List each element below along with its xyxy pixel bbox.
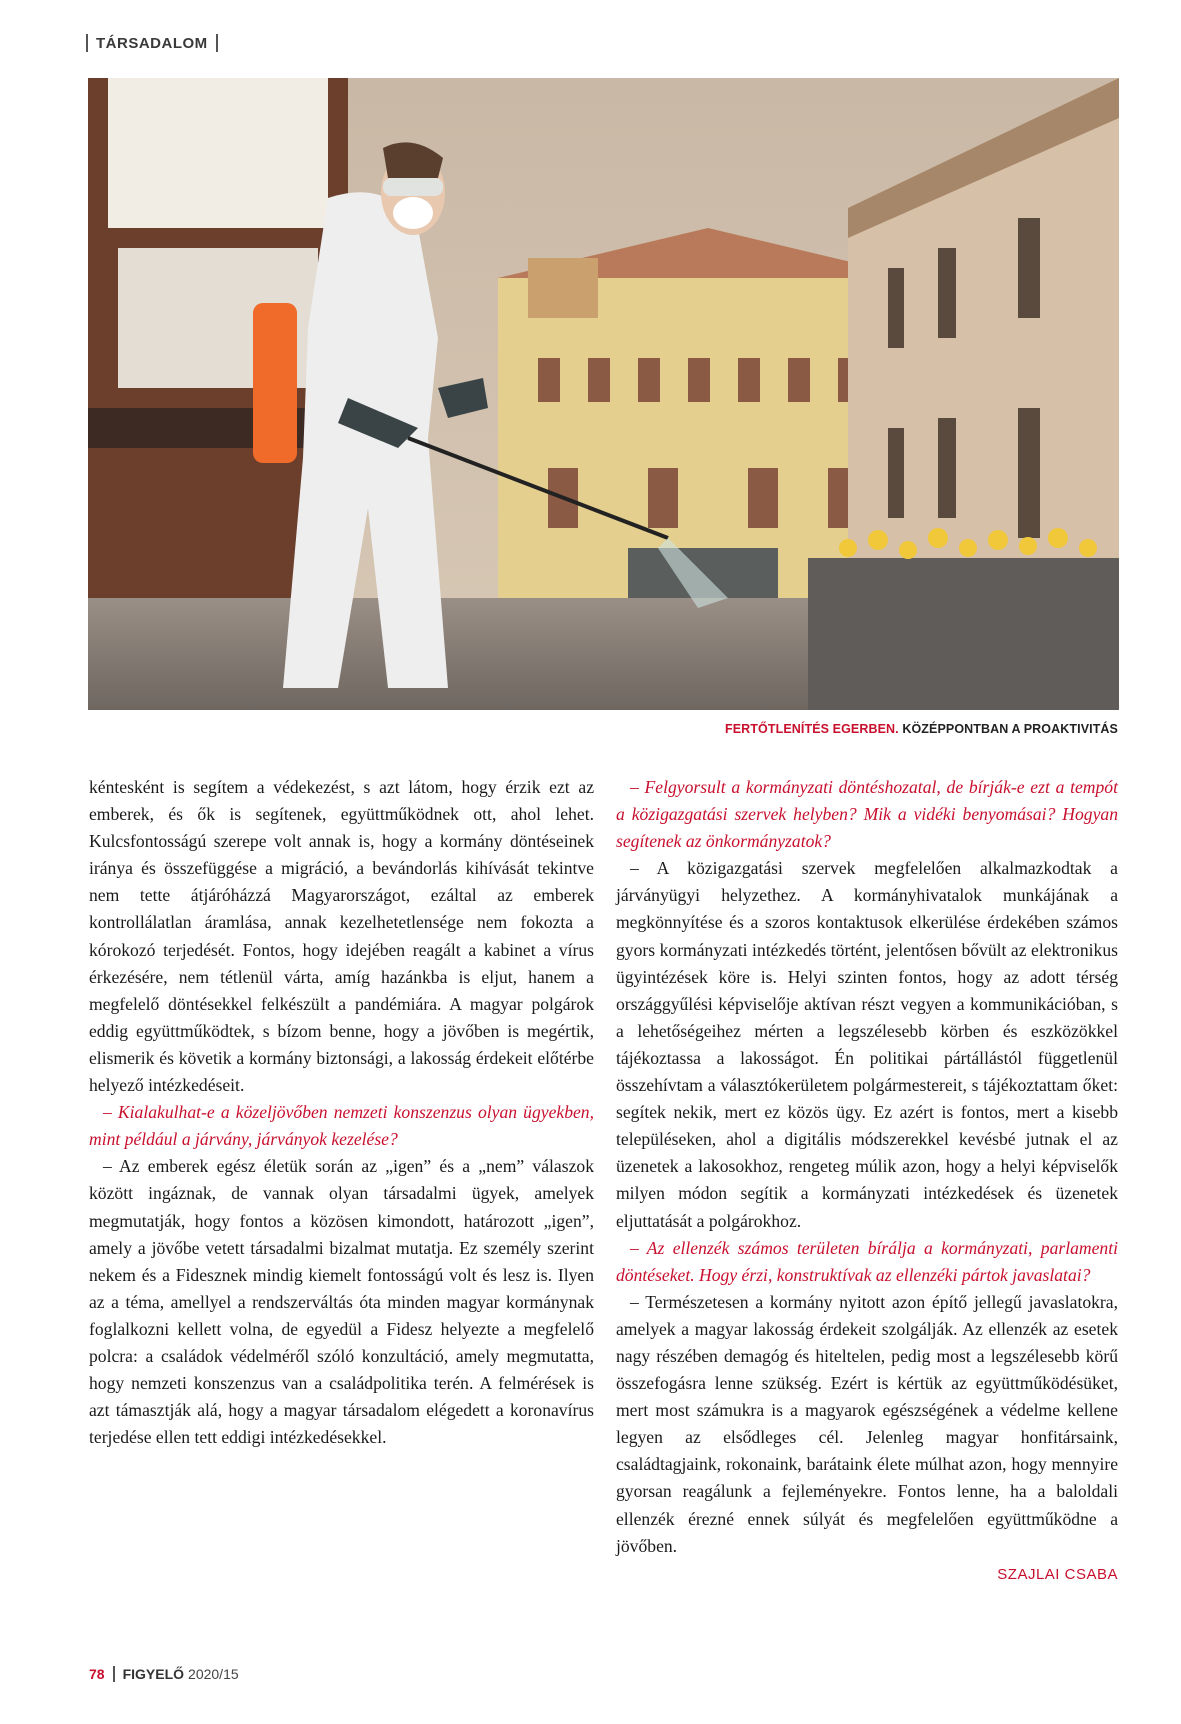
page-footer [89, 1666, 239, 1682]
page-number: 78 [89, 1666, 105, 1682]
header-divider [216, 34, 218, 52]
interview-question: – Felgyorsult a kormányzati döntéshozatal, de bírják-e ezt a tempót a közigazgatási szervek helyben? Mik a vidéki benyomásai? Hogyan segítenek az önkormányzatok? [616, 777, 1118, 852]
right-column [616, 774, 1118, 1560]
header-divider [86, 34, 88, 52]
section-header [86, 34, 226, 52]
author-byline: SZAJLAI CSABA [997, 1566, 1118, 1583]
magazine-name: FIGYELŐ [122, 1666, 185, 1682]
issue-number: 2020/15 [188, 1666, 239, 1682]
caption-lead: FERTŐTLENÍTÉS EGERBEN. [725, 722, 899, 736]
left-column [89, 774, 594, 1451]
article-photo [88, 78, 1119, 710]
interview-question: – Kialakulhat-e a közeljövőben nemzeti konszenzus olyan ügyekben, mint például a járvány, járványok kezelése? [89, 1102, 594, 1150]
photo-caption [725, 722, 1118, 736]
paragraph: kéntesként is segítem a védekezést, s azt látom, hogy érzik ezt az emberek, és ők is segítenek, együttműködnek ott, ahol lehet. Kulcsfontosságú szerepe volt annak is, hogy a kormány döntéseinek iránya és összefüggése a migráció, a bevándorlás kihívását tekintve nem tette átjáróházzá Magyarországot, ezáltal az emberek kontrollálatlan áramlása, annak kezelhetetlensége nem fokozta a kórokozó terjedését. Fontos, hogy idejében reagált a kabinet a vírus érkezésére, nem tétlenül várta, amíg hazánkba is eljut, hanem a megfelelő döntésekkel felkészült a pandémiára. A magyar polgárok eddig együttműködtek, s bízom benne, hogy a jövőben is megértik, elismerik és követik a kormány biztonsági, a lakosság érdekeit előtérbe helyező intézkedéseit. [89, 777, 594, 1096]
paragraph: – A közigazgatási szervek megfelelően alkalmazkodtak a járványügyi helyzethez. A kormányhivatalok munkájának a megkönnyítése és a szoros kontaktusok elkerülése érdekében számos gyors kormányzati intézkedés történt, jelentősen bővült az elektronikus ügyintézések köre is. Helyi szinten fontos, hogy az adott térség országgyűlési képviselője aktívan részt vegyen a kommunikációban, s a lehetőségeihez mérten a legszélesebb körben és eszközökkel tájékoztassa a lakosságot. Én politikai pártállástól függetlenül összehívtam a választókerületem polgármestereit, s tájékoztattam őket: segítek nekik, mert ez közös ügy. Ez azért is fontos, mert a kisebb településeken, ahol a digitális módszerekkel kevésbé jutnak el az üzenetek a lakosokhoz, rengeteg múlik azon, hogy a helyi képviselők milyen módon segítik a kormányzati intézkedések és üzenetek eljuttatását a polgárokhoz. [616, 858, 1118, 1231]
interview-question: – Az ellenzék számos területen bírálja a kormányzati, parlamenti döntéseket. Hogy érzi, konstruktívak az ellenzéki pártok javaslatai? [616, 1237, 1118, 1285]
paragraph: – Az emberek egész életük során az „igen” és a „nem” válaszok között ingáznak, de vannak olyan társadalmi ügyek, amelyek megmutatják, hogy fontos a közösen kimondott, határozott „igen”, amely a jövőbe vetett társadalmi bizalmat mutatja. Ez személy szerint nekem és a Fidesznek mindig kiemelt fontosságú volt és lesz is. Ilyen az a téma, amellyel a rendszerváltás óta minden magyar kormánynak foglalkozni kellett volna, de egyedül a Fidesz helyezte a megfelelő polcra: a családok védelméről szóló konzultáció, amely megmutatta, hogy nemzeti konszenzus van a családpolitika terén. A felmérések is azt támasztják alá, hogy a magyar társadalom elégedett a koronavírus terjedése ellen tett eddigi intézkedésekkel. [89, 1156, 594, 1448]
disinfection-photo-illustration [88, 78, 1119, 710]
footer-divider [113, 1666, 115, 1682]
paragraph: – Természetesen a kormány nyitott azon építő jellegű javaslatokra, amelyek a magyar lakosság érdekeit szolgálják. Az ellenzék az esetek nagy részében demagóg és hiteltelen, pedig most a legszélesebb körű összefogásra lenne szükség. Ezért is kértük az együttműködésüket, mert most számukra is a magyarok egészségének a védelme kellene legyen az elsődleges cél. Jelenleg magyar honfitársaink, családtagjaink, rokonaink, barátaink élete múlhat azon, hogy mennyire gyorsan reagálunk a fejleményekre. Fontos lenne, ha a baloldali ellenzék érezné ennek súlyát és megfelelően együttműködne a jövőben. [616, 1291, 1118, 1556]
section-title: TÁRSADALOM [96, 34, 208, 52]
caption-text: KÖZÉPPONTBAN A PROAKTIVITÁS [902, 722, 1118, 736]
